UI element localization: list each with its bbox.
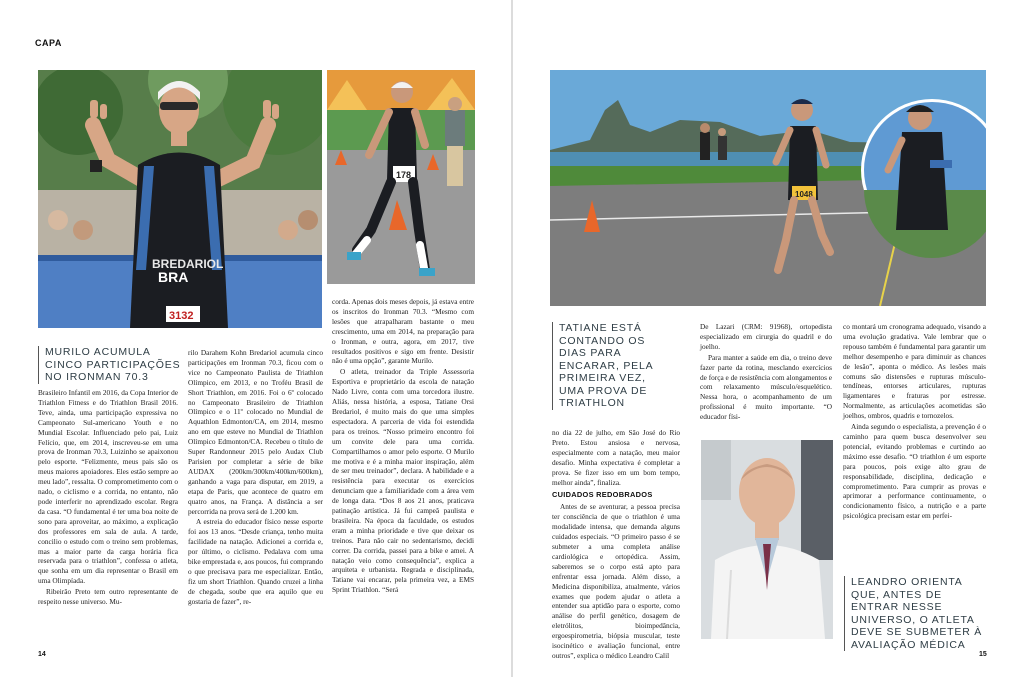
photo-race-rio (550, 70, 986, 306)
paragraph: Antes de se aventurar, a pessoa precisa ter consciência de que o triathlon é uma modalidade intensa, que demanda alguns cuidados especiais. “O primeiro passo é se submeter a uma completa análise cardiológica e ortopédica. Assim, saberemos se o corpo está apto para enfrentar essa jornada. Além disso, a Medicina disponibiliza, atualmente, vários exames que podem ajudar o atleta a entender sua aptidão para o esporte, como análise do perfil genético, dosagem de eletrólitos, bioimpedância, ergoespirometria, biópsia muscular, teste isocinético e avaliação funcional, entre outros”, explica o médico Leandro Calil (552, 502, 680, 660)
callout-murilo: MURILO ACUMULA CINCO PARTICIPAÇÕES NO IRONMAN 70.3 (38, 346, 190, 384)
paragraph: Ribeirão Preto tem outro representante de respeito nesse universo. Mu- (38, 587, 178, 607)
photo-athlete-murilo (38, 70, 322, 328)
section-label: CAPA (35, 38, 62, 48)
paragraph: O atleta, treinador da Triple Assessoria Esportiva e proprietário da escola de natação Nado Livre, conta com uma torcedora ilustre. Aliás, nessa história, a esposa, Tatiane Orsi Bredariol, é muito mais do que uma simples espectadora. A parceria de vida foi estendida para os treinos. “Nosso primeiro encontro foi um convite dele para uma corrida. Compartilhamos o amor pelo esporte. O Murilo me motiva e é a minha maior inspiração, além de ser meu treinador”, declara. A habilidade e a resistência para executar os exercícios denunciam que a familiaridade com a área vem de longa data. “Dos 8 aos 21 anos, praticava patinação artística. Já fui campeã paulista e brasileira. Na época da faculdade, os estudos eram a minha prioridade e tive que deixar os treinos. Para não cair no sedentarismo, decidi correr. Da corrida, passei para a bike e amei. A natação veio como consequência”, explica a arquiteta e urbanista. Regrada e disciplinada, Tatiane vai encarar, pela primeira vez, a EMS Sprint Triathlon. “Será (332, 367, 474, 595)
paragraph: rilo Darahem Kohn Bredariol acumula cinco participações em Ironman 70.3, ficou com o vice no Campeonato Paulista de Triathlon Olímpico, em 2013, e no Troféu Brasil de Short Triathlon, em 2016. Foi o 6º colocado no Campeonato Brasileiro de Triathlon Olímpico e o 11º colocado no Mundial de Aquathlon Edmonton/CA, em 2014, mesmo ano em que esteve no Mundial de Triathlon Olímpico Edmonton/CA. Recebeu o título de Super Randonneur 2015 pelo Audax Club Parisien por completar a série de bike AUDAX (200km/300km/400km/600km), ganhando a vaga para disputar, em 2019, a etapa de Paris, que acontece de quatro em quatro anos, na França. A distância a ser percorrida na prova será de 1.200 km. (188, 348, 323, 516)
article-col-1 (38, 388, 178, 608)
bib-number-text: 3132 (169, 310, 194, 322)
article-col-3 (332, 297, 474, 596)
callout-leandro: LEANDRO ORIENTA QUE, ANTES DE ENTRAR NESSE UNIVERSO, O ATLETA DEVE SE SUBMETER À AVALIAÇÃO MÉDICA (844, 576, 991, 651)
article-col-2 (700, 322, 832, 423)
photo-running-athlete-image (327, 70, 475, 284)
subheading: CUIDADOS REDOBRADOS (552, 490, 653, 500)
photo-running-athlete (327, 70, 475, 284)
paragraph: Para manter a saúde em dia, o treino deve fazer parte da rotina, mesclando exercícios de força e de resistência com alongamentos e com relaxamento músculo/esquelético. Nessa hora, o acompanhamento de um profissional é muito importante. “O educador físi- (700, 352, 832, 422)
suit-name-text: BREDARIOL (152, 257, 224, 271)
photo-athlete-murilo-image (38, 70, 322, 328)
photo-doctor-leandro (701, 440, 833, 639)
photo-doctor-leandro-image (701, 440, 833, 639)
left-page (0, 0, 511, 677)
photo-race-rio-image (550, 70, 986, 306)
article-col-3 (843, 322, 986, 522)
paragraph: no dia 22 de julho, em São José do Rio Preto. Estou ansiosa e nervosa, especialmente com a natação, meu maior desafio. Minha expectativa é completar a prova. Se fizer isso em um bom tempo, melhor ainda”, finaliza. (552, 428, 680, 487)
paragraph: Ainda segundo o especialista, a prevenção é o caminho para quem busca desenvolver seu potencial, evitando problemas e curtindo ao máximo esse desafio. “O triathlon é um esporte para poucos, pois exige alto grau de responsabilidade, disciplina, dedicação e comprometimento. Para cumprir as provas e aprimorar a performance continuamente, o condicionamento físico, a nutrição e a parte psicológica precisam estar em perfei- (843, 422, 986, 521)
runner-bib-text: 178 (396, 170, 412, 180)
paragraph: corda. Apenas dois meses depois, já estava entre os inscritos do Ironman 70.3. “Mesmo com lesões que atrapalharam bastante o meu crescimento, uma em 2014, na preparação para o Ironman, e outra, agora, em 2017, tive resultados positivos e sigo em frente. Desistir não é uma opção”, garante Murilo. (332, 297, 474, 366)
article-col-2 (188, 348, 323, 608)
race-bib-text: 1048 (795, 190, 813, 199)
article-col-1 (552, 428, 680, 662)
page-number-right: 15 (979, 651, 987, 658)
page-number-left: 14 (38, 651, 46, 658)
paragraph: co montará um cronograma adequado, visando a uma evolução gradativa. Vale lembrar que o repouso também é fundamental para garantir um melhor desempenho e para diminuir as chances de lesão”, aponta o médico. As lesões mais comuns são distensões e rupturas músculo-tendíneas, entorses articulares, rupturas ligamentares e fraturas por estresse. Normalmente, as articulações acometidas são joelhos, ombros, quadris e tornozelos. (843, 322, 986, 421)
callout-tatiane: TATIANE ESTÁ CONTANDO OS DIAS PARA ENCARAR, PELA PRIMEIRA VEZ, UMA PROVA DE TRIATHLON (552, 322, 674, 410)
paragraph: A estreia do educador físico nesse esporte foi aos 13 anos. “Desde criança, tenho muita facilidade na natação. Adicionei a corrida e, por último, o ciclismo. Pedalava com uma bike emprestada e, aos poucos, fui comprando o que precisava para me especializar. Então, fiz um short Triathlon. Quando cruzei a linha de chegada, soube que era aquilo que eu gostaria de fazer”, re- (188, 517, 323, 606)
suit-country-text: BRA (158, 269, 189, 285)
right-page (513, 0, 1024, 677)
paragraph: Brasileiro Infantil em 2016, da Copa Interior de Triathlon Fitness e do Triathlon Brasil 2016. Teve, ainda, uma participação expressiva no Campeonato Sul-americano Youth e no Mundial Escolar. Influenciado pelo pai, Luiz Felício, que, em 2014, inscreveu-se em uma prova de Ironman 70.3, Luizinho se apaixonou pelo esporte. “Felizmente, meus pais são os meus maiores apoiadores. Eles estão sempre ao meu lado”, ressalta. O comprometimento com o nado, o ciclismo e a corrida, no entanto, não pode interferir no aprendizado escolar. Regra da casa. “O fundamental é ter uma boa noite de sono para aproveitar, ao máximo, a explicação dos professores em sala de aula. A tarde, concilio o estudo com o treino sem problemas, mas a maior parte da carga horária fica reservada para o triathlon”, confessa o atleta, que sonha em um dia representar o Brasil em uma Olimpíada. (38, 388, 178, 586)
paragraph: De Lazari (CRM: 91968), ortopedista especializado em cirurgia do quadril e do joelho. (700, 322, 832, 351)
